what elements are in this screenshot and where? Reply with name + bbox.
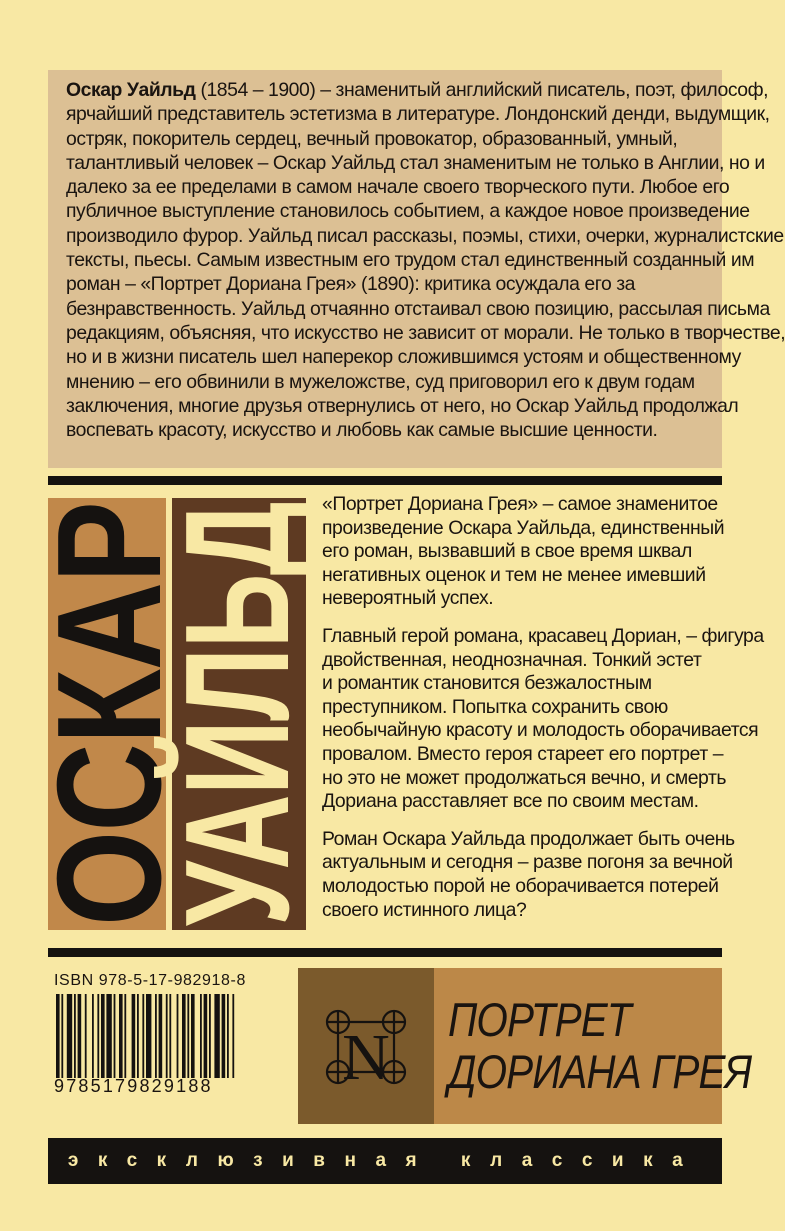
first-name-panel (27, 413, 192, 930)
barcode-bar (142, 994, 144, 1078)
barcode-bar (67, 994, 72, 1078)
bio-line: воспевать красоту, искусство и любовь как самые высшие ценности. (66, 419, 658, 442)
barcode-bar (74, 994, 76, 1078)
logo-letter: N (342, 1021, 390, 1094)
barcode-bar (97, 994, 99, 1078)
top-divider (48, 476, 722, 485)
isbn-label: ISBN 978-5-17-982918-8 (54, 972, 246, 989)
last-name-panel (155, 324, 320, 930)
barcode-bar (146, 994, 151, 1078)
bio-line: талантливый человек – Оскар Уайльд стал знаменитым не только в Англии, но и (66, 151, 765, 174)
barcode-bar (204, 994, 208, 1078)
bio-line: мнению – его обвинили в мужеложстве, суд приговорил его к двум годам (66, 370, 695, 393)
series-banner: эксклюзивная классика (48, 1138, 722, 1184)
book-description (322, 493, 764, 936)
barcode-bar (78, 994, 82, 1078)
bio-author-name: Оскар Уайльд (66, 79, 196, 101)
barcode-bar (92, 994, 94, 1078)
barcode-bar (119, 994, 123, 1078)
bio-line: производило фурор. Уайльд писал рассказы, поэмы, стихи, очерки, журналистские (66, 224, 784, 247)
barcode-bar (166, 994, 168, 1078)
description-paragraph: Роман Оскара Уайльда продолжает быть очень актуальным и сегодня – разве погоня за вечной молодостью порой не оборачивается потерей своего истинного лица? (322, 827, 735, 921)
description-paragraph: Главный герой романа, красавец Дориан, – фигура двойственная, неоднозначная. Тонкий эстет и романтик становится безжалостным преступником. Попытка сохранить свою необычайную красоту и молодость оборачивается провалом. Вместо героя стареет его портрет – но это не может продолжаться вечно, и смерть Дориана расставляет все по своим местам. (322, 624, 764, 813)
bio-line: ярчайший представитель эстетизма в литературе. Лондонский денди, выдумщик, (66, 103, 770, 126)
barcode-bars (56, 994, 280, 1078)
bio-line: публичное выступление становилось событием, а каждое новое произведение (66, 200, 750, 223)
barcode-bar (177, 994, 179, 1078)
barcode-bar (159, 994, 163, 1078)
barcode-bar (182, 994, 186, 1078)
first-name-vertical: ОСКАР (27, 413, 192, 926)
barcode-bar (214, 994, 219, 1078)
barcode-bar (137, 994, 139, 1078)
bio-line: роман – «Портрет Дориана Грея» (1890): критика осуждала его за (66, 273, 635, 296)
barcode-bar (85, 994, 87, 1078)
barcode-bar (56, 994, 60, 1078)
barcode-bar (222, 994, 226, 1078)
title-block (298, 968, 752, 1124)
barcode-bar (209, 994, 211, 1078)
description-paragraph: «Портрет Дориана Грея» – самое знаменитое произведение Оскара Уайльда, единственный его роман, вызвавший в свое время шквал негативных оценок и тем не менее имевший невероятный успех. (322, 493, 725, 610)
barcode-bar (101, 994, 105, 1078)
bio-line: остряк, покоритель сердец, вечный провокатор, образованный, умный, (66, 127, 678, 150)
author-bio-box (48, 70, 785, 468)
bio-line: редакциям, объясняя, что искусство не зависит от морали. Не только в творчестве, (66, 321, 785, 344)
barcode-bar (114, 994, 116, 1078)
barcode-bar (232, 994, 234, 1078)
bio-line: заключения, многие друзья отвернулись от него, но Оскар Уайльд продолжал (66, 394, 739, 417)
book-title: ПОРТРЕТ ДОРИАНА ГРЕЯ (448, 993, 752, 1098)
barcode-number: 9785179829188 (54, 1076, 213, 1096)
barcode-bar (200, 994, 202, 1078)
bio-line: Оскар Уайльд (1854 – 1900) – знаменитый английский писатель, поэт, философ, (66, 79, 769, 101)
barcode (54, 972, 282, 1124)
bio-line: далеко за ее пределами в самом начале своего творческого пути. Любое его (66, 176, 730, 199)
barcode-bar (106, 994, 111, 1078)
bio-line: тексты, пьесы. Самым известным его трудом стал единственный созданный им (66, 249, 755, 272)
last-name-vertical: УАЙЛЬД (155, 324, 320, 926)
barcode-bar (61, 994, 63, 1078)
bottom-divider (48, 948, 722, 957)
barcode-bar (227, 994, 229, 1078)
bio-line: безнравственность. Уайльд отчаянно отстаивал свою позицию, рассылая письма (66, 297, 770, 320)
barcode-bar (124, 994, 126, 1078)
bio-line: но и в жизни писатель шел наперекор сложившимся устоям и общественному (66, 346, 741, 369)
barcode-bar (155, 994, 157, 1078)
barcode-bar (191, 994, 195, 1078)
publisher-logo (298, 968, 434, 1124)
barcode-bar (132, 994, 136, 1078)
barcode-bar (169, 994, 171, 1078)
barcode-bar (187, 994, 189, 1078)
